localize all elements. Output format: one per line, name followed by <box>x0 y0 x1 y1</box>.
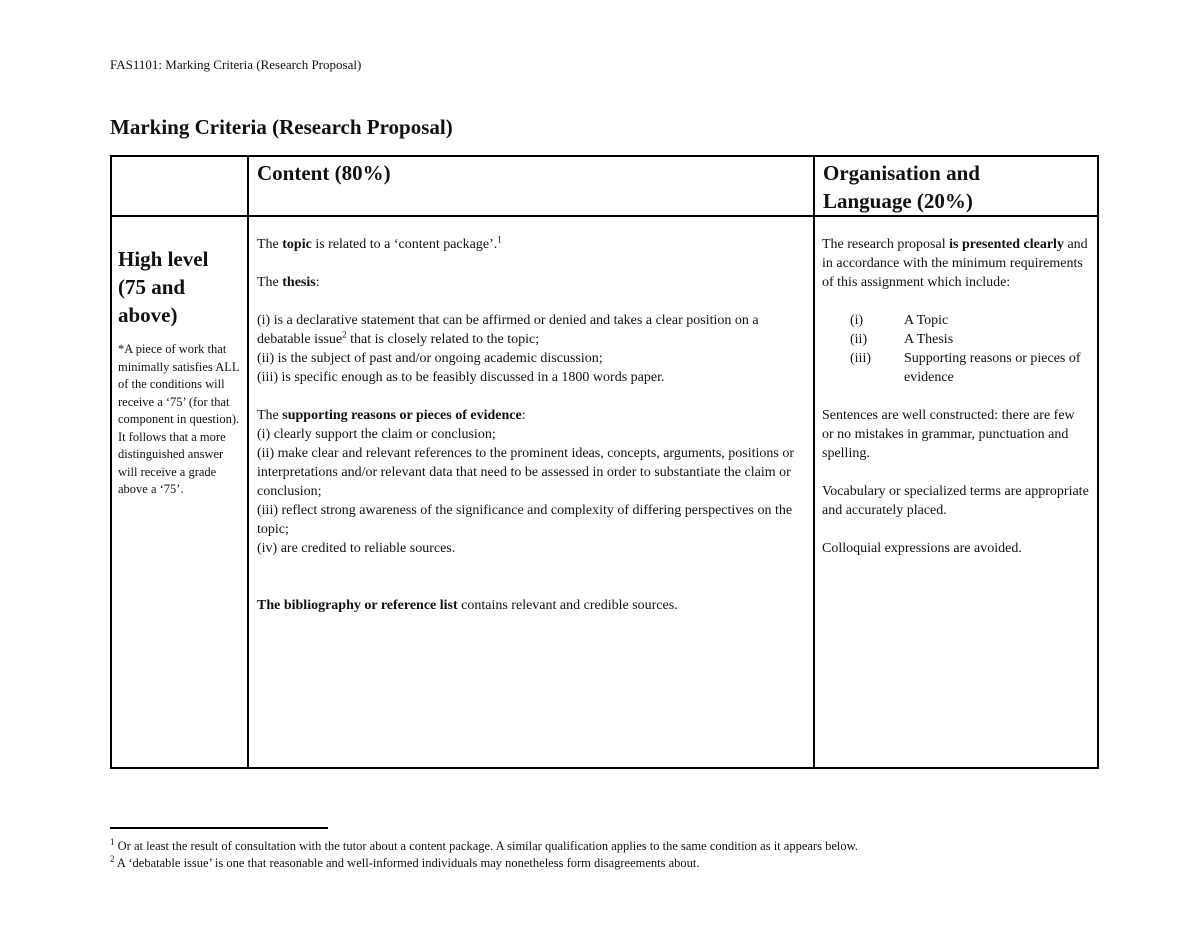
sentences-criterion: Sentences are well constructed: there are few or no mistakes in grammar, punctuation and spelling. <box>822 408 1075 461</box>
organisation-heading-line1: Organisation and <box>823 161 980 185</box>
organisation-criteria-cell <box>814 216 1098 768</box>
footnote-number: 1 <box>110 836 115 847</box>
footnote-separator <box>110 827 328 829</box>
organisation-heading <box>815 157 1097 215</box>
colloquial-criterion: Colloquial expressions are avoided. <box>822 541 1022 556</box>
table-header-row <box>111 156 1098 216</box>
support-item-i: (i) clearly support the claim or conclusion; <box>257 427 496 442</box>
level-title-line1: High level <box>118 247 209 271</box>
support-heading: The supporting reasons or pieces of evidence: <box>257 408 526 423</box>
empty-corner-cell <box>111 156 248 216</box>
presentation-criterion: The research proposal is presented clearly and in accordance with the minimum requirements of this assignment which include: <box>822 237 1088 290</box>
content-column-header <box>248 156 814 216</box>
document-title: Marking Criteria (Research Proposal) <box>110 115 453 139</box>
footnote-ref-2[interactable]: 2 <box>342 329 347 340</box>
level-cell <box>111 216 248 768</box>
content-criteria-cell <box>248 216 814 768</box>
content-criteria <box>249 217 813 615</box>
thesis-heading: The thesis: <box>257 275 320 290</box>
footnote-ref-1[interactable]: 1 <box>497 234 502 245</box>
thesis-item-i: (i) is a declarative statement that can be affirmed or denied and takes a clear position on a debatable issue$^2$ that is closely related to the topic; <box>257 313 759 347</box>
list-item: (i) A Topic <box>850 313 949 328</box>
list-item: (iii) Supporting reasons or pieces of evidence <box>850 351 1081 385</box>
bibliography-criterion: The bibliography or reference list contains relevant and credible sources. <box>257 598 678 613</box>
requirements-list <box>850 311 1089 387</box>
organisation-column-header <box>814 156 1098 216</box>
footnote-2: $^2$ A ‘debatable issue’ is one that reasonable and well-informed individuals may nonetheless form disagreements about. <box>110 853 700 870</box>
high-level-row <box>111 216 1098 768</box>
level-title <box>112 217 247 329</box>
organisation-criteria <box>815 217 1097 558</box>
level-title-line3: above) <box>118 303 178 327</box>
footnotes <box>110 838 858 872</box>
marking-criteria-table <box>110 155 1099 769</box>
footnote-1: $^1$ Or at least the result of consultation with the tutor about a content package. A similar qualification applies to the same condition as it appears below. <box>110 836 858 853</box>
page-header: FAS1101: Marking Criteria (Research Proposal) <box>110 57 362 72</box>
vocabulary-criterion: Vocabulary or specialized terms are appropriate and accurately placed. <box>822 484 1089 518</box>
organisation-heading-line2: Language (20%) <box>823 189 973 213</box>
content-heading: Content (80%) <box>257 161 391 185</box>
thesis-item-iii: (iii) is specific enough as to be feasibly discussed in a 1800 words paper. <box>257 370 665 385</box>
topic-criterion: The topic is related to a ‘content package’.$^1$ <box>257 234 502 252</box>
support-item-ii: (ii) make clear and relevant references to the prominent ideas, concepts, arguments, positions or interpretations and/or relevant data that need to be assessed in order to substantiate the claim or conclusion; <box>257 446 794 499</box>
thesis-item-ii: (ii) is the subject of past and/or ongoing academic discussion; <box>257 351 603 366</box>
list-item: (ii) A Thesis <box>850 332 954 347</box>
support-item-iii: (iii) reflect strong awareness of the significance and complexity of differing perspectives on the topic; <box>257 503 793 537</box>
support-item-iv: (iv) are credited to reliable sources. <box>257 541 456 556</box>
footnote-number: 2 <box>110 853 115 864</box>
level-note: *A piece of work that minimally satisfies ALL of the conditions will receive a ‘75’ (for that component in question). It follows that a more distinguished answer will receive a grade above a ‘75’. <box>118 342 240 496</box>
level-title-line2: (75 and <box>118 275 186 299</box>
